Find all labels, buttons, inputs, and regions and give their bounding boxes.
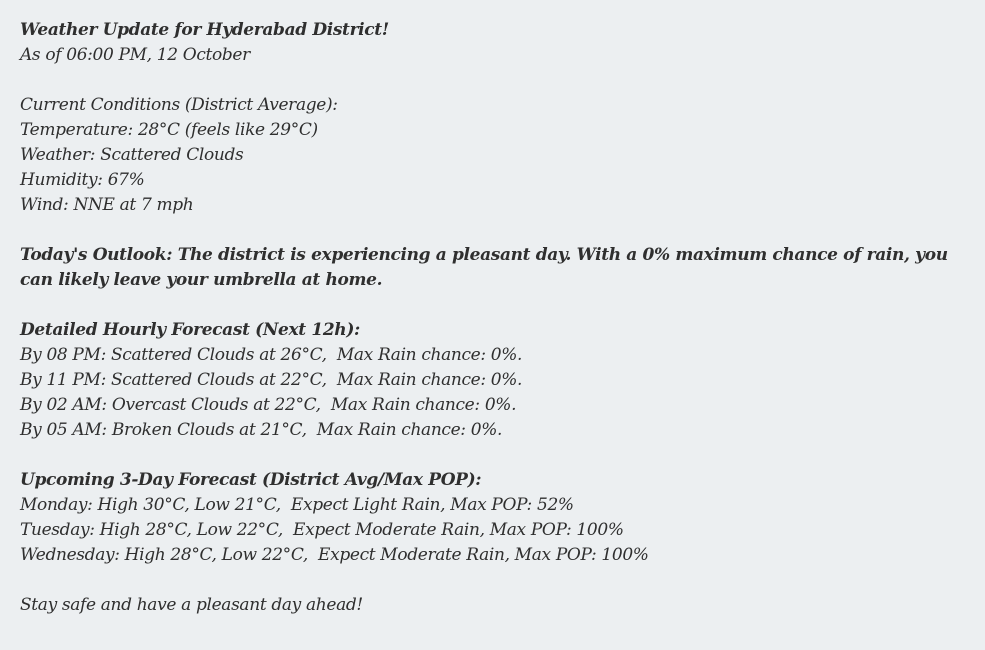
hourly-forecast-item: By 08 PM: Scattered Clouds at 26°C, Max Rain chance: 0%. <box>20 345 523 365</box>
current-conditions-heading: Current Conditions (District Average): <box>20 95 338 115</box>
closing-message: Stay safe and have a pleasant day ahead! <box>20 595 363 615</box>
current-weather: Weather: Scattered Clouds <box>20 145 244 165</box>
hourly-forecast-item: By 02 AM: Overcast Clouds at 22°C, Max Rain chance: 0%. <box>20 395 517 415</box>
spacer <box>20 568 960 593</box>
spacer <box>20 443 960 468</box>
daily-forecast-heading: Upcoming 3-Day Forecast (District Avg/Max POP): <box>20 470 482 490</box>
daily-forecast-item: Tuesday: High 28°C, Low 22°C, Expect Moderate Rain, Max POP: 100% <box>20 520 624 540</box>
hourly-forecast-item: By 05 AM: Broken Clouds at 21°C, Max Rain chance: 0%. <box>20 420 503 440</box>
hourly-forecast-item: By 11 PM: Scattered Clouds at 22°C, Max Rain chance: 0%. <box>20 370 523 390</box>
spacer <box>20 218 960 243</box>
as-of-timestamp: As of 06:00 PM, 12 October <box>20 45 250 65</box>
current-temperature: Temperature: 28°C (feels like 29°C) <box>20 120 318 140</box>
spacer <box>20 293 960 318</box>
daily-forecast-item: Monday: High 30°C, Low 21°C, Expect Light Rain, Max POP: 52% <box>20 495 574 515</box>
weather-message <box>20 18 960 618</box>
hourly-forecast-heading: Detailed Hourly Forecast (Next 12h): <box>20 320 360 340</box>
spacer <box>20 68 960 93</box>
current-wind: Wind: NNE at 7 mph <box>20 195 194 215</box>
todays-outlook: Today's Outlook: The district is experiencing a pleasant day. With a 0% maximum chance of rain, you can likely leave your umbrella at home. <box>20 245 948 290</box>
current-humidity: Humidity: 67% <box>20 170 145 190</box>
message-title: Weather Update for Hyderabad District! <box>20 20 389 40</box>
daily-forecast-item: Wednesday: High 28°C, Low 22°C, Expect Moderate Rain, Max POP: 100% <box>20 545 649 565</box>
